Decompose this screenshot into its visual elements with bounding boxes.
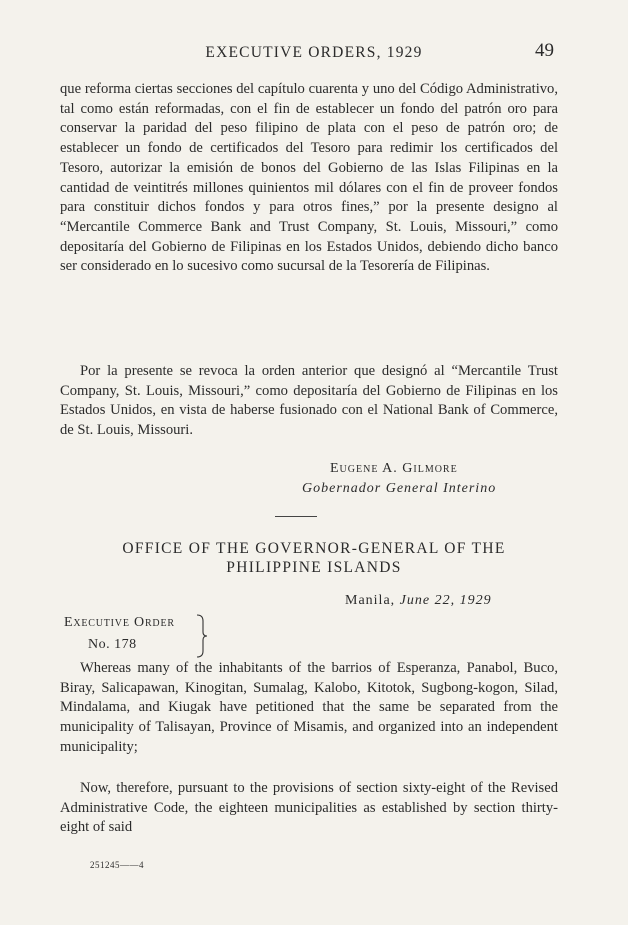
- signature-title: Gobernador General Interino: [302, 481, 497, 496]
- signature-name: Eugene A. Gilmore: [330, 461, 458, 476]
- paragraph-continuation: que reforma ciertas secciones del capítulo cuarenta y uno del Código Administrativo, tal como están reformadas, con el fin de establecer un fondo del patrón oro para conservar la paridad del peso filipino de plata con el peso de patrón oro; de establecer un fondo de certificados del Tesoro para redimir los certificados del Tesoro, autorizar la emisión de bonos del Gobierno de las Islas Filipinas en la cantidad de veintitrés millones quinientos mil dólares con el fin de proveer fondos para constituir dichos fondos y para otros fines,” por la presente designo al “Mercantile Commerce Bank and Trust Company, St. Louis, Missouri,” como depositaría del Gobierno de Filipinas en los Estados Unidos, debiendo dicho banco ser considerado en lo sucesivo como sucursal de la Tesorería de Filipinas.: [60, 81, 558, 275]
- order-whereas: [60, 659, 558, 758]
- office-heading: [0, 539, 628, 577]
- right-brace-icon: [196, 613, 208, 659]
- page-number: 49: [535, 40, 554, 61]
- running-head: EXECUTIVE ORDERS, 1929: [205, 44, 423, 61]
- paragraph-revocation: Por la presente se revoca la orden anterior que designó al “Mercantile Trust Company, St. Louis, Missouri,” como depositaría del Gobierno de Filipinas en los Estados Unidos, en vista de haberse fusionado con el National Bank of Commerce, de St. Louis, Missouri.: [60, 363, 558, 439]
- order-date: June 22, 1929: [399, 593, 492, 608]
- executive-order-label: Executive Order: [64, 615, 175, 630]
- paragraph-whereas: Whereas many of the inhabitants of the barrios of Esperanza, Panabol, Buco, Biray, Salicapawan, Kinogitan, Sumalag, Kalobo, Kitotok, Sugbong-kogon, Silad, Mindalama, and Kiugak have petitioned that the same be separated from the municipality of Talisayan, Province of Misamis, and organized into an independent municipality;: [60, 660, 558, 755]
- print-code: 251245——4: [90, 860, 144, 870]
- paragraph-now-therefore: Now, therefore, pursuant to the provisions of section sixty-eight of the Revised Administrative Code, the eighteen municipalities as established by section thirty-eight of said: [60, 780, 558, 836]
- order-now-therefore: [60, 779, 558, 838]
- place: Manila,: [345, 593, 396, 608]
- place-date: [345, 593, 492, 609]
- body-text-top: [60, 80, 558, 277]
- body-text-revocation: [60, 362, 558, 441]
- office-heading-line-1: OFFICE OF THE GOVERNOR-GENERAL OF THE: [122, 540, 506, 557]
- office-heading-line-2: PHILIPPINE ISLANDS: [226, 559, 402, 576]
- section-divider: [275, 516, 317, 517]
- executive-order-number: No. 178: [88, 637, 137, 652]
